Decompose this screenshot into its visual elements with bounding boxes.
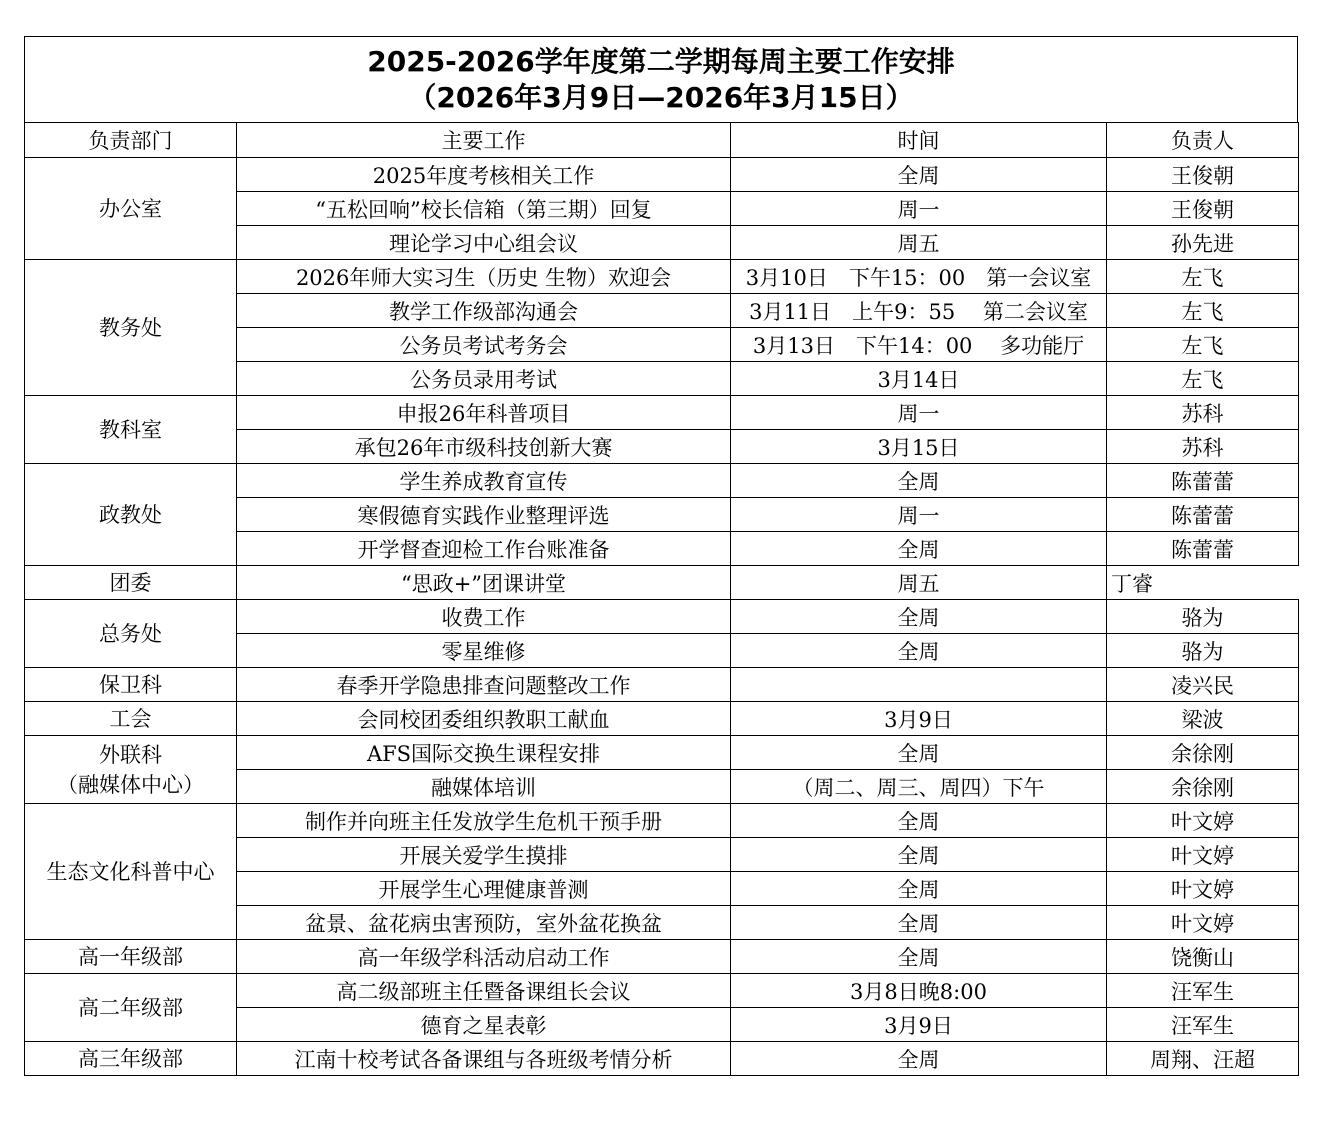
table-row	[25, 260, 1299, 294]
table-row	[25, 940, 1299, 974]
time-cell: 3月13日 下午14：00 多功能厅	[731, 328, 1107, 362]
dept-cell: 外联科 （融媒体中心）	[25, 736, 237, 804]
work-cell: 德育之星表彰	[237, 1008, 731, 1042]
time-cell: 全周	[731, 736, 1107, 770]
person-cell: 孙先进	[1107, 226, 1299, 260]
work-cell: 教学工作级部沟通会	[237, 294, 731, 328]
schedule-table	[24, 122, 1299, 1076]
header-person: 负责人	[1107, 123, 1299, 158]
person-cell: 丁睿	[1107, 566, 1299, 600]
person-cell: 叶文婷	[1107, 872, 1299, 906]
dept-cell: 高三年级部	[25, 1042, 237, 1076]
person-cell: 左飞	[1107, 260, 1299, 294]
table-row	[25, 702, 1299, 736]
person-cell: 叶文婷	[1107, 838, 1299, 872]
work-cell: 收费工作	[237, 600, 731, 634]
person-cell: 周翔、汪超	[1107, 1042, 1299, 1076]
title-box	[24, 36, 1298, 122]
time-cell: 3月15日	[731, 430, 1107, 464]
dept-cell: 生态文化科普中心	[25, 804, 237, 940]
dept-cell: 总务处	[25, 600, 237, 668]
work-cell: 融媒体培训	[237, 770, 731, 804]
work-cell: 开展学生心理健康普测	[237, 872, 731, 906]
time-cell: （周二、周三、周四）下午	[731, 770, 1107, 804]
work-cell: 公务员录用考试	[237, 362, 731, 396]
time-cell: 周一	[731, 498, 1107, 532]
work-cell: 2025年度考核相关工作	[237, 158, 731, 192]
page-title: 2025-2026学年度第二学期每周主要工作安排	[367, 44, 955, 78]
time-cell: 3月11日 上午9：55 第二会议室	[731, 294, 1107, 328]
work-cell: 江南十校考试各备课组与各班级考情分析	[237, 1042, 731, 1076]
time-cell: 全周	[731, 1042, 1107, 1076]
work-cell: 公务员考试考务会	[237, 328, 731, 362]
person-cell: 余徐刚	[1107, 770, 1299, 804]
person-cell: 陈蕾蕾	[1107, 464, 1299, 498]
work-cell: 寒假德育实践作业整理评选	[237, 498, 731, 532]
person-cell: 王俊朝	[1107, 192, 1299, 226]
work-cell: 开展关爱学生摸排	[237, 838, 731, 872]
work-cell: 会同校团委组织教职工献血	[237, 702, 731, 736]
person-cell: 叶文婷	[1107, 804, 1299, 838]
time-cell: 全周	[731, 940, 1107, 974]
dept-cell: 教科室	[25, 396, 237, 464]
person-cell: 凌兴民	[1107, 668, 1299, 702]
schedule-sheet	[24, 36, 1298, 1076]
work-cell: 零星维修	[237, 634, 731, 668]
work-cell: 理论学习中心组会议	[237, 226, 731, 260]
header-time: 时间	[731, 123, 1107, 158]
person-cell: 叶文婷	[1107, 906, 1299, 940]
work-cell: 制作并向班主任发放学生危机干预手册	[237, 804, 731, 838]
time-cell: 3月9日	[731, 702, 1107, 736]
work-cell: 盆景、盆花病虫害预防，室外盆花换盆	[237, 906, 731, 940]
time-cell: 3月14日	[731, 362, 1107, 396]
table-row	[25, 600, 1299, 634]
header-dept: 负责部门	[25, 123, 237, 158]
person-cell: 左飞	[1107, 362, 1299, 396]
dept-cell: 教务处	[25, 260, 237, 396]
work-cell: 高一年级学科活动启动工作	[237, 940, 731, 974]
dept-cell: 工会	[25, 702, 237, 736]
time-cell: 全周	[731, 838, 1107, 872]
work-cell: “思政+”团课讲堂	[237, 566, 731, 600]
person-cell: 骆为	[1107, 600, 1299, 634]
table-row	[25, 396, 1299, 430]
header-work: 主要工作	[237, 123, 731, 158]
person-cell: 梁波	[1107, 702, 1299, 736]
table-row	[25, 804, 1299, 838]
time-cell: 全周	[731, 906, 1107, 940]
table-row	[25, 158, 1299, 192]
time-cell: 3月8日晚8:00	[731, 974, 1107, 1008]
time-cell	[731, 668, 1107, 702]
time-cell: 全周	[731, 634, 1107, 668]
person-cell: 左飞	[1107, 328, 1299, 362]
person-cell: 饶衡山	[1107, 940, 1299, 974]
time-cell: 全周	[731, 532, 1107, 566]
table-row	[25, 668, 1299, 702]
person-cell: 汪军生	[1107, 974, 1299, 1008]
time-cell: 3月9日	[731, 1008, 1107, 1042]
person-cell: 陈蕾蕾	[1107, 498, 1299, 532]
table-row	[25, 1042, 1299, 1076]
work-cell: 承包26年市级科技创新大赛	[237, 430, 731, 464]
dept-cell: 政教处	[25, 464, 237, 566]
time-cell: 全周	[731, 600, 1107, 634]
dept-cell: 保卫科	[25, 668, 237, 702]
time-cell: 全周	[731, 158, 1107, 192]
work-cell: 开学督查迎检工作台账准备	[237, 532, 731, 566]
time-cell: 3月10日 下午15：00 第一会议室	[731, 260, 1107, 294]
time-cell: 全周	[731, 464, 1107, 498]
time-cell: 周一	[731, 192, 1107, 226]
dept-cell: 团委	[25, 566, 237, 600]
table-row	[25, 974, 1299, 1008]
time-cell: 全周	[731, 872, 1107, 906]
person-cell: 汪军生	[1107, 1008, 1299, 1042]
schedule-body	[25, 158, 1299, 1076]
dept-cell: 高二年级部	[25, 974, 237, 1042]
person-cell: 余徐刚	[1107, 736, 1299, 770]
person-cell: 苏科	[1107, 396, 1299, 430]
work-cell: 高二级部班主任暨备课组长会议	[237, 974, 731, 1008]
work-cell: 学生养成教育宣传	[237, 464, 731, 498]
time-cell: 周一	[731, 396, 1107, 430]
time-cell: 周五	[731, 566, 1107, 600]
person-cell: 骆为	[1107, 634, 1299, 668]
header-row	[25, 123, 1299, 158]
work-cell: “五松回响”校长信箱（第三期）回复	[237, 192, 731, 226]
date-range-subtitle: （2026年3月9日—2026年3月15日）	[408, 80, 914, 114]
time-cell: 全周	[731, 804, 1107, 838]
person-cell: 苏科	[1107, 430, 1299, 464]
work-cell: 2026年师大实习生（历史 生物）欢迎会	[237, 260, 731, 294]
dept-cell: 办公室	[25, 158, 237, 260]
work-cell: 春季开学隐患排查问题整改工作	[237, 668, 731, 702]
dept-cell: 高一年级部	[25, 940, 237, 974]
table-row	[25, 736, 1299, 770]
time-cell: 周五	[731, 226, 1107, 260]
person-cell: 陈蕾蕾	[1107, 532, 1299, 566]
table-row	[25, 566, 1299, 600]
person-cell: 王俊朝	[1107, 158, 1299, 192]
work-cell: 申报26年科普项目	[237, 396, 731, 430]
person-cell: 左飞	[1107, 294, 1299, 328]
table-row	[25, 464, 1299, 498]
work-cell: AFS国际交换生课程安排	[237, 736, 731, 770]
